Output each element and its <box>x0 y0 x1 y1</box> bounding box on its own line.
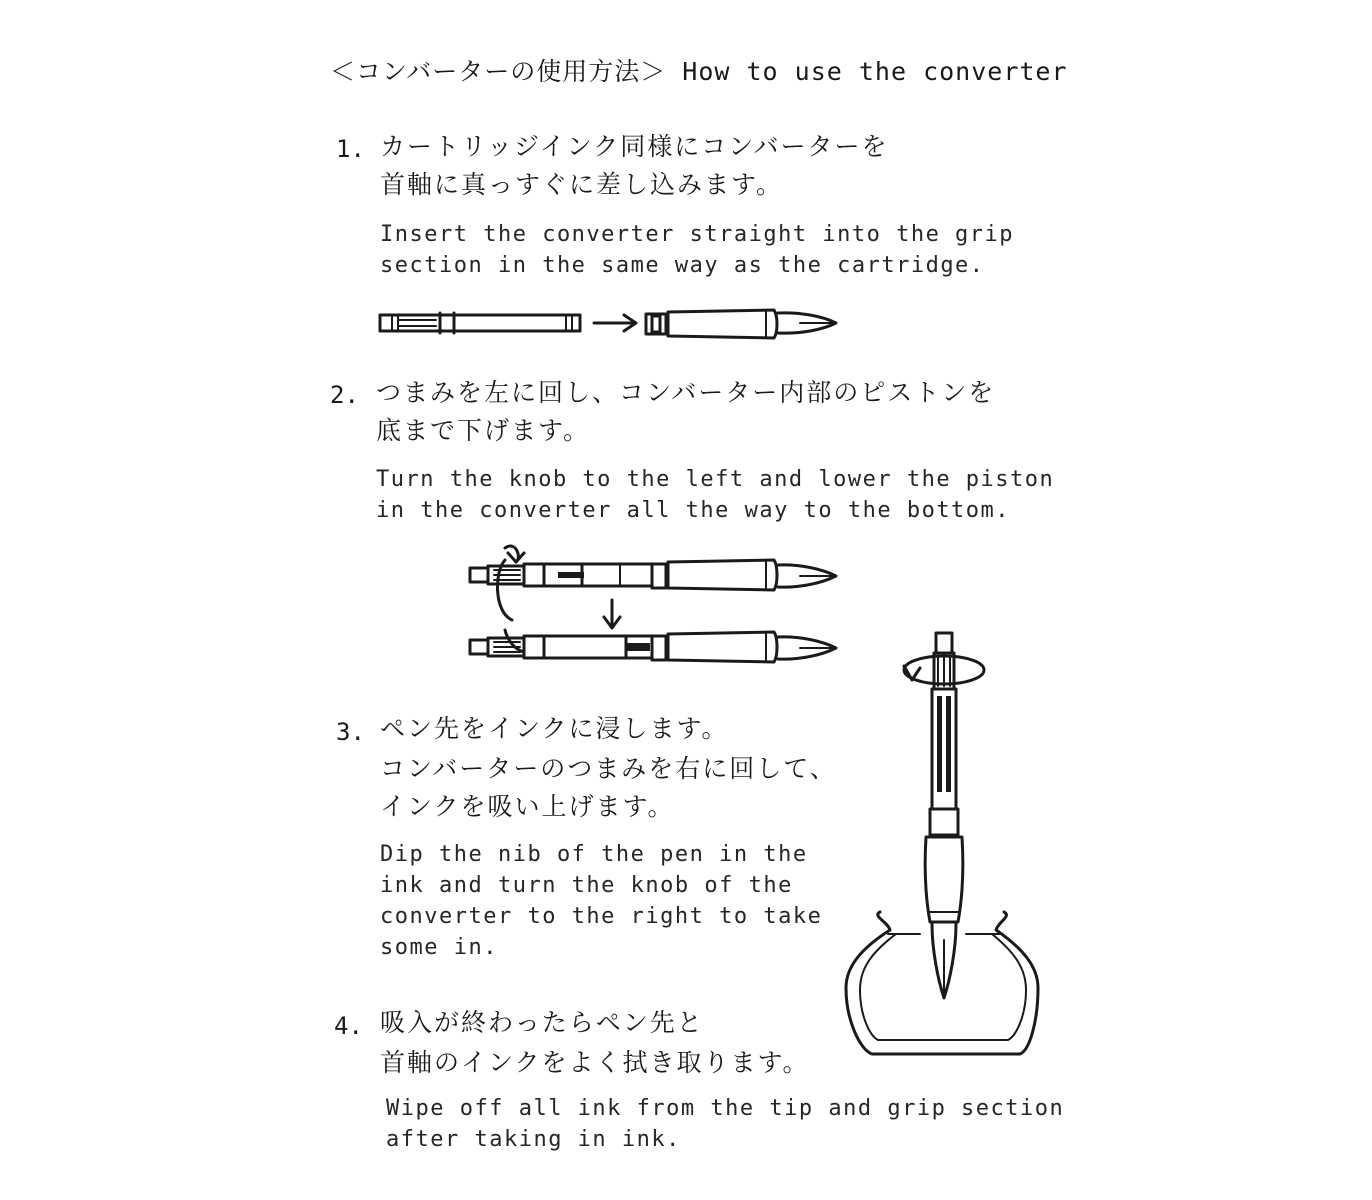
step-2-down-arrow <box>604 600 620 628</box>
step-4-en-line-2: after taking in ink. <box>386 1127 681 1152</box>
step-2-pen-top <box>470 560 836 590</box>
step-4-en-line-1: Wipe off all ink from the tip and grip section <box>386 1096 1065 1121</box>
step-3-en-line-4: some in. <box>380 935 498 960</box>
step-3-en-line-3: converter to the right to take <box>380 904 823 929</box>
step-3-en-line-2: ink and turn the knob of the <box>380 873 793 898</box>
step-3-jp-line-3: インクを吸い上げます。 <box>380 792 675 821</box>
step-3-en-line-1: Dip the nib of the pen in the <box>380 842 808 867</box>
step-1-en-line-1: Insert the converter straight into the grip <box>380 222 1015 247</box>
step-1-number: 1. <box>336 135 365 163</box>
step-1-converter-illustration <box>380 313 580 333</box>
step-1-jp-line-2: 首軸に真っすぐに差し込みます。 <box>380 170 784 199</box>
step-4-jp-line-1: 吸入が終わったらペン先と <box>380 1008 704 1037</box>
step-4-jp-line-2: 首軸のインクをよく拭き取ります。 <box>380 1048 810 1077</box>
step-3-jp-line-2: コンバーターのつまみを右に回して、 <box>380 754 837 783</box>
step-1-en-line-2: section in the same way as the cartridge. <box>380 253 985 278</box>
step-2-jp-line-2: 底まで下げます。 <box>376 416 591 445</box>
step-2-number: 2. <box>330 381 359 409</box>
step-2-pen-bottom <box>470 630 836 662</box>
page-title: ＜コンバーターの使用方法＞ How to use the converter <box>330 57 1068 86</box>
step-2-en-line-2: in the converter all the way to the bottom. <box>376 498 1011 523</box>
step-2-en-line-1: Turn the knob to the left and lower the piston <box>376 467 1055 492</box>
step-2-jp-line-1: つまみを左に回し、コンバーター内部のピストンを <box>376 378 996 407</box>
step-3-number: 3. <box>336 718 365 746</box>
step-3-ink-bottle <box>846 912 1038 1054</box>
step-1-grip-section <box>646 310 836 338</box>
step-1-jp-line-1: カートリッジインク同様にコンバーターを <box>380 132 889 161</box>
step-4-number: 4. <box>334 1012 363 1040</box>
step-3-vertical-pen <box>925 633 963 998</box>
step-3-jp-line-1: ペン先をインクに浸します。 <box>380 714 729 743</box>
step-1-insert-arrow <box>594 315 636 331</box>
